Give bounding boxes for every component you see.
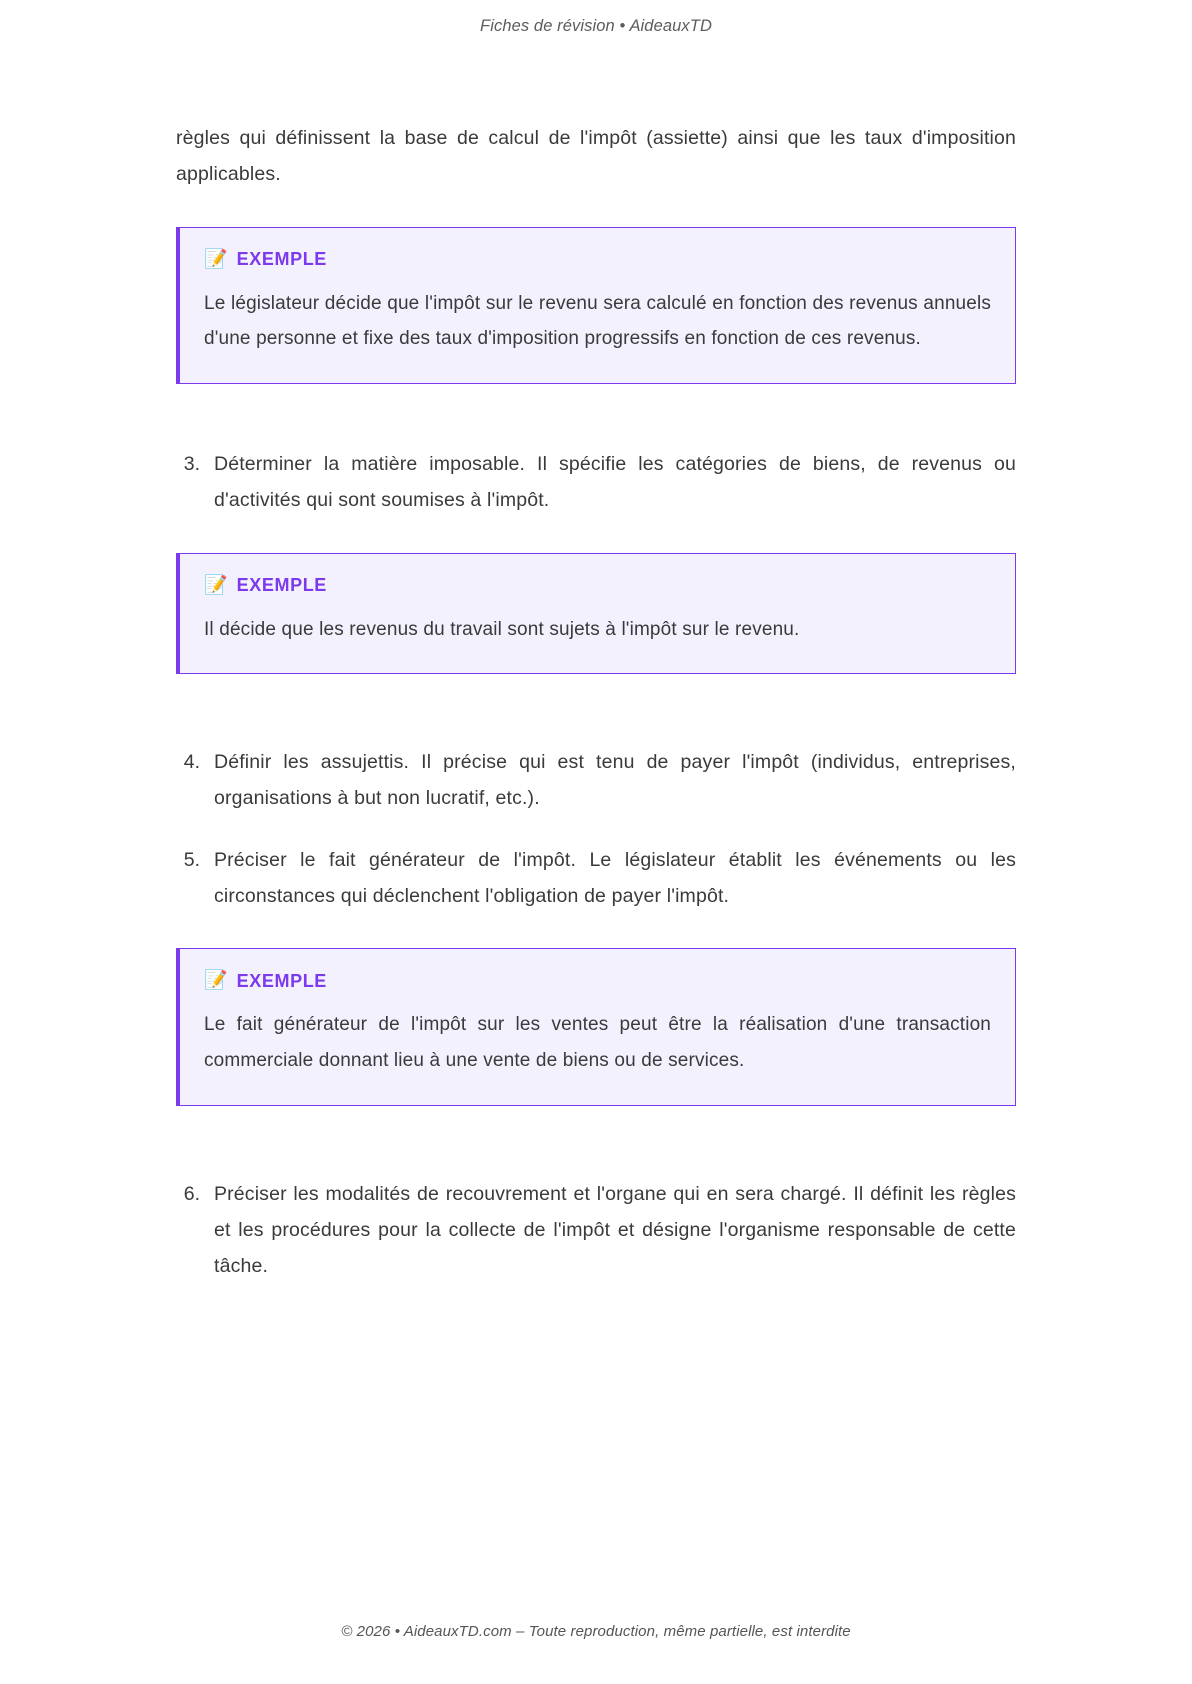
example-callout-2 (176, 553, 1016, 675)
list-item-number: 3. (183, 452, 200, 475)
spacer (176, 519, 1016, 553)
example-callout-3 (176, 948, 1016, 1105)
list-item (176, 842, 1016, 915)
list-item-text: Préciser les modalités de recouvrement et l'organe qui en sera chargé. Il définit les règles et les procédures pour la collecte de l'impôt et désigne l'organisme responsable de cette tâche. (214, 1182, 1016, 1278)
example-label: EXEMPLE (236, 970, 327, 991)
memo-icon: 📝 (204, 970, 228, 992)
numbered-list-group-2 (176, 744, 1016, 914)
example-label: EXEMPLE (236, 249, 327, 270)
spacer (176, 193, 1016, 227)
list-item-text: Définir les assujettis. Il précise qui est tenu de payer l'impôt (individus, entreprises, organisations à but non lucratif, etc.). (214, 751, 1016, 810)
example-body-text: Le fait générateur de l'impôt sur les ventes peut être la réalisation d'une transaction commerciale donnant lieu à une vente de biens ou de services. (204, 1014, 991, 1071)
list-item (176, 1176, 1016, 1285)
list-item (176, 744, 1016, 817)
list-item-text: Déterminer la matière imposable. Il spécifie les catégories de biens, de revenus ou d'activités qui sont soumises à l'impôt. (214, 452, 1016, 512)
list-item-number: 5. (183, 848, 200, 871)
example-header-1 (204, 250, 991, 269)
example-header-3 (204, 971, 991, 990)
memo-icon: 📝 (204, 248, 228, 270)
intro-paragraph: règles qui définissent la base de calcul de l'impôt (assiette) ainsi que les taux d'imposition applicables. (176, 127, 1016, 186)
memo-icon: 📝 (204, 574, 228, 596)
example-label: EXEMPLE (236, 575, 327, 595)
example-body-text: Le législateur décide que l'impôt sur le revenu sera calculé en fonction des revenus annuels d'une personne et fixe des taux d'imposition progressifs en fonction de ces revenus. (204, 292, 991, 350)
spacer (176, 384, 1016, 446)
example-body-text: Il décide que les revenus du travail sont sujets à l'impôt sur le revenu. (204, 618, 800, 640)
page-footer: © 2026 • AideauxTD.com – Toute reproduction, même partielle, est interdite (341, 1623, 851, 1640)
list-item (176, 446, 1016, 519)
example-header-2 (204, 576, 991, 595)
numbered-list-group-3 (176, 1176, 1016, 1285)
document-content (176, 36, 1016, 1623)
list-item-number: 4. (183, 751, 200, 774)
spacer (176, 914, 1016, 948)
example-callout-1 (176, 227, 1016, 384)
list-item-text: Préciser le fait générateur de l'impôt. Le législateur établit les événements ou les circonstances qui déclenchent l'obligation de payer l'impôt. (214, 848, 1016, 908)
list-item-number: 6. (183, 1182, 200, 1205)
running-header: Fiches de révision • AideauxTD (480, 17, 712, 35)
spacer (176, 674, 1016, 744)
numbered-list-group-1 (176, 446, 1016, 519)
spacer (176, 1106, 1016, 1176)
